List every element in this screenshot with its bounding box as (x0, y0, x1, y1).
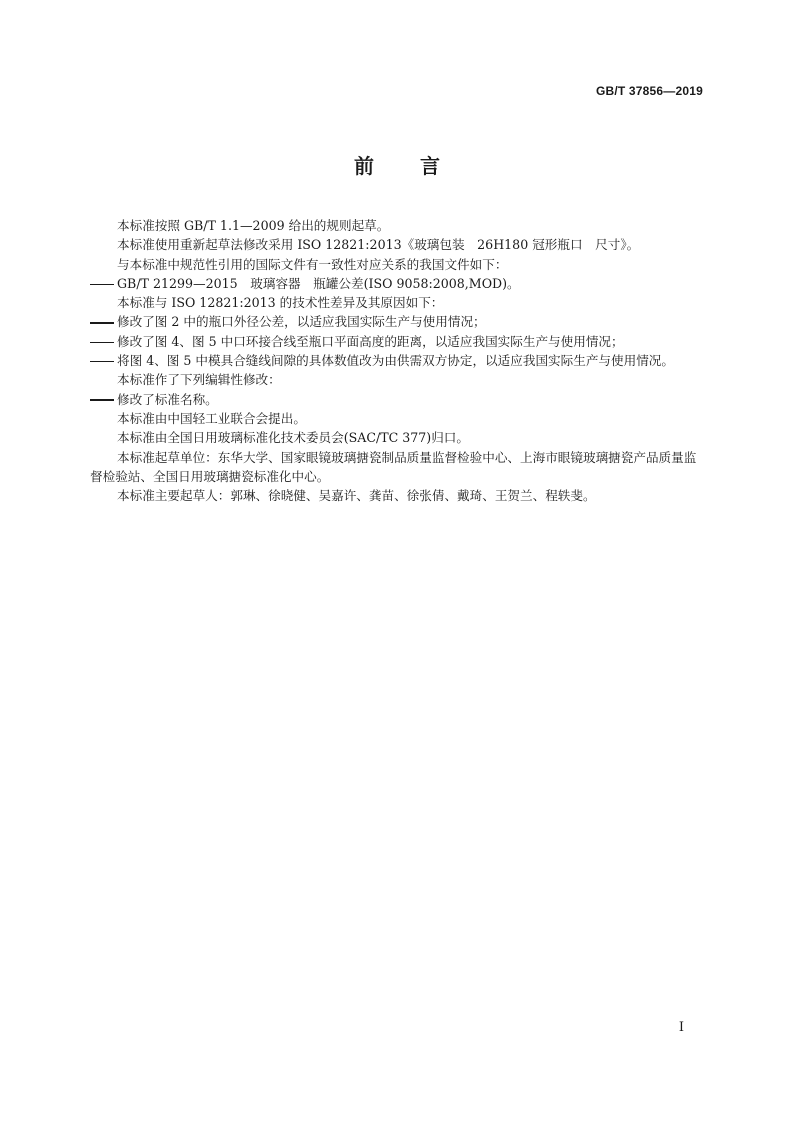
paragraph: 与本标准中规范性引用的国际文件有一致性对应关系的我国文件如下： (117, 256, 508, 272)
dash-icon (90, 332, 117, 351)
dash-item-text: GB/T 21299—2015 玻璃容器 瓶罐公差(ISO 9058:2008,MOD)。 (117, 275, 520, 291)
paragraph: 本标准主要起草人：郭琳、徐晓健、吴嘉许、龚苗、徐张倩、戴琦、王贺兰、程轶斐。 (117, 488, 596, 504)
dash-item-text: 修改了标准名称。 (117, 391, 218, 407)
page-number: I (678, 1020, 684, 1035)
paragraph: 本标准起草单位：东华大学、国家眼镜玻璃搪瓷制品质量监督检验中心、上海市眼镜玻璃搪瓷产品质量监督检验站、全国日用玻璃搪瓷标准化中心。 (90, 449, 697, 484)
dash-item-text: 修改了图 2 中的瓶口外径公差，以适应我国实际生产与使用情况； (117, 314, 486, 330)
dash-icon (90, 351, 117, 370)
paragraph: 本标准由全国日用玻璃标准化技术委员会(SAC/TC 377)归口。 (117, 430, 469, 446)
dash-item-text: 将图 4、图 5 中模具合缝线间隙的具体数值改为由供需双方协定，以适应我国实际生产与使用情况。 (117, 353, 674, 369)
dash-item (90, 351, 704, 370)
paragraph: 本标准由中国轻工业联合会提出。 (117, 410, 306, 426)
page-title: 前言 (354, 154, 486, 178)
dash-icon (90, 312, 117, 331)
paragraph: 本标准与 ISO 12821:2013 的技术性差异及其原因如下： (117, 295, 444, 311)
dash-item-text: 修改了图 4、图 5 中口环接合线至瓶口平面高度的距离，以适应我国实际生产与使用情况； (117, 333, 624, 349)
dash-icon (90, 390, 117, 409)
dash-item (90, 312, 704, 331)
paragraph: 本标准使用重新起草法修改采用 ISO 12821:2013《玻璃包装 26H180 冠形瓶口 尺寸》。 (117, 237, 640, 253)
paragraph: 本标准作了下列编辑性修改： (117, 372, 281, 388)
dash-item (90, 274, 704, 293)
paragraph: 本标准按照 GB/T 1.1—2009 给出的规则起草。 (117, 218, 390, 233)
dash-item (90, 332, 704, 351)
dash-item (90, 390, 704, 409)
dash-icon (90, 274, 117, 293)
standard-code: GB/T 37856—2019 (595, 84, 703, 98)
foreword-body (90, 216, 704, 505)
